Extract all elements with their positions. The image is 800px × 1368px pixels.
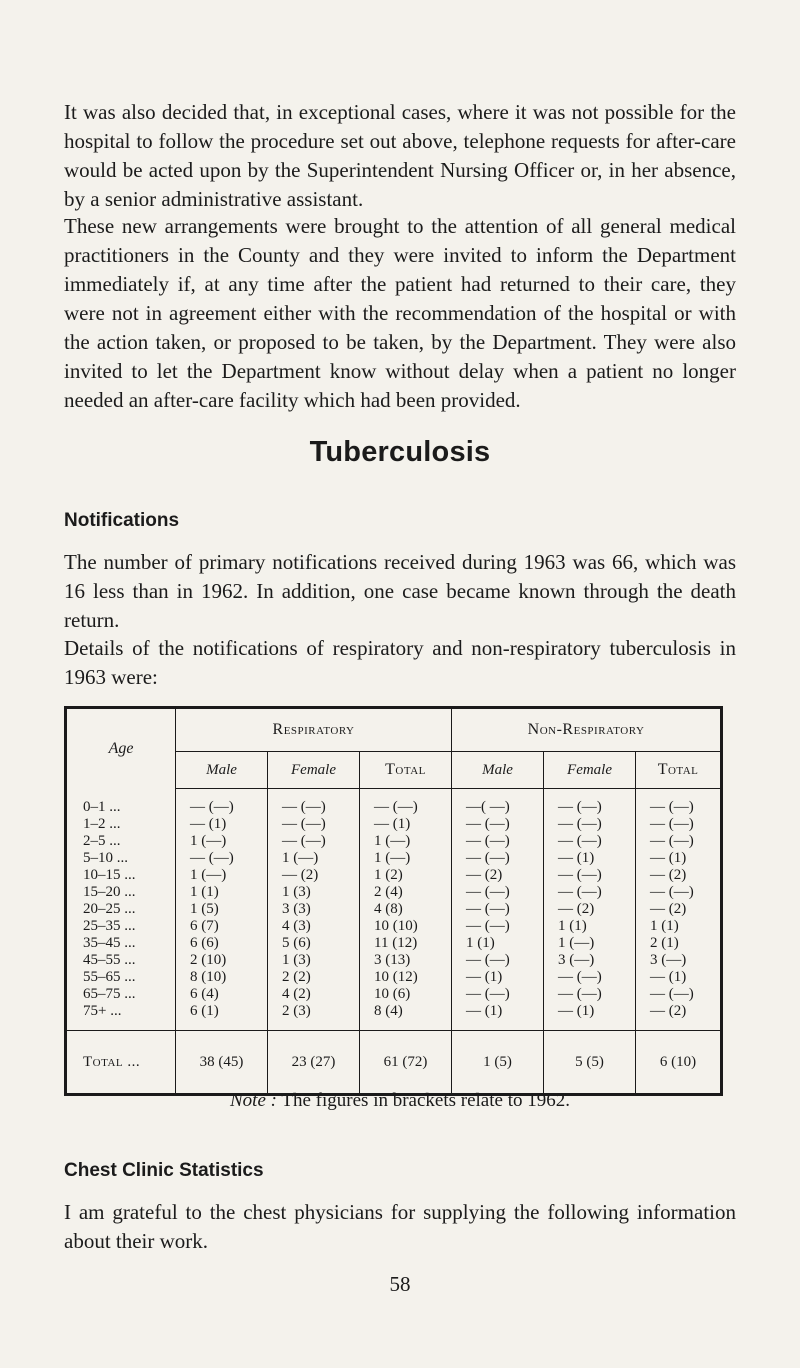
resp-male-total-cell: 38 (45) [176, 1031, 268, 1095]
section-title-tuberculosis: Tuberculosis [309, 436, 491, 468]
resp-male-cell: 1 (1) [176, 884, 268, 901]
nonresp-male-cell: — (—) [452, 986, 544, 1003]
column-header-respiratory-total: Total [360, 752, 452, 789]
resp-male-cell: 2 (10) [176, 952, 268, 969]
nonresp-total-cell: — (1) [636, 850, 722, 867]
table-total-row [66, 1031, 722, 1095]
nonresp-male-cell: — (2) [452, 867, 544, 884]
nonresp-female-cell: — (—) [544, 986, 636, 1003]
resp-female-total-cell: 23 (27) [268, 1031, 360, 1095]
nonresp-male-cell: — (—) [452, 816, 544, 833]
resp-total-total-cell: 61 (72) [360, 1031, 452, 1095]
resp-total-cell: 10 (6) [360, 986, 452, 1003]
nonresp-male-total-cell: 1 (5) [452, 1031, 544, 1095]
resp-male-cell: 1 (—) [176, 833, 268, 850]
resp-female-cell: 2 (3) [268, 1003, 360, 1031]
group-header-non-respiratory: Non-Respiratory [452, 708, 722, 752]
resp-male-cell: 8 (10) [176, 969, 268, 986]
resp-female-cell: 5 (6) [268, 935, 360, 952]
age-cell: 55–65 ... [66, 969, 176, 986]
table-row [66, 918, 722, 935]
subheading-chest-clinic-statistics: Chest Clinic Statistics [64, 1160, 264, 1181]
column-header-non-respiratory-total: Total [636, 752, 722, 789]
age-cell: 75+ ... [66, 1003, 176, 1031]
nonresp-male-cell: — (—) [452, 918, 544, 935]
nonresp-female-cell: — (—) [544, 969, 636, 986]
resp-total-cell: 1 (—) [360, 833, 452, 850]
nonresp-total-total-cell: 6 (10) [636, 1031, 722, 1095]
tuberculosis-notifications-table [64, 706, 723, 1096]
table-row [66, 935, 722, 952]
resp-female-cell: 4 (2) [268, 986, 360, 1003]
nonresp-female-cell: — (—) [544, 789, 636, 817]
resp-female-cell: 3 (3) [268, 901, 360, 918]
nonresp-male-cell: — (—) [452, 901, 544, 918]
table-note [0, 1090, 800, 1112]
age-cell: 0–1 ... [66, 789, 176, 817]
table-row [66, 867, 722, 884]
age-cell: 35–45 ... [66, 935, 176, 952]
paragraph-primary-notifications: The number of primary notifications received during 1963 was 66, which was 16 less than in 1962. In addition, one case became known through the death return. [64, 550, 736, 632]
nonresp-total-cell: 3 (—) [636, 952, 722, 969]
resp-total-cell: 8 (4) [360, 1003, 452, 1031]
nonresp-female-cell: 1 (—) [544, 935, 636, 952]
resp-female-cell: 4 (3) [268, 918, 360, 935]
nonresp-female-cell: — (2) [544, 901, 636, 918]
resp-total-cell: 3 (13) [360, 952, 452, 969]
age-cell: 5–10 ... [66, 850, 176, 867]
nonresp-female-total-cell: 5 (5) [544, 1031, 636, 1095]
nonresp-female-cell: — (1) [544, 1003, 636, 1031]
resp-female-cell: — (—) [268, 789, 360, 817]
resp-total-cell: 1 (—) [360, 850, 452, 867]
table-row [66, 952, 722, 969]
resp-female-cell: 1 (3) [268, 952, 360, 969]
paragraph-after-care-telephone: It was also decided that, in exceptional cases, where it was not possible for the hospital to follow the procedure set out above, telephone requests for after-care would be acted upon by the Superintendent Nursing Officer or, in her absence, by a senior administrative assistant. [64, 100, 736, 211]
subheading-notifications: Notifications [64, 510, 180, 531]
nonresp-female-cell: 3 (—) [544, 952, 636, 969]
resp-total-cell: 4 (8) [360, 901, 452, 918]
paragraph-chest-physicians: I am grateful to the chest physicians for supplying the following information about their work. [64, 1200, 736, 1253]
resp-total-cell: 2 (4) [360, 884, 452, 901]
table-row [66, 789, 722, 817]
nonresp-female-cell: — (—) [544, 867, 636, 884]
age-cell: 15–20 ... [66, 884, 176, 901]
table-row [66, 816, 722, 833]
column-header-respiratory-female: Female [268, 752, 360, 789]
resp-female-cell: — (—) [268, 816, 360, 833]
resp-male-cell: 6 (1) [176, 1003, 268, 1031]
resp-total-cell: 10 (10) [360, 918, 452, 935]
table-row [66, 986, 722, 1003]
nonresp-female-cell: — (1) [544, 850, 636, 867]
resp-male-cell: 6 (4) [176, 986, 268, 1003]
nonresp-male-cell: —( —) [452, 789, 544, 817]
resp-female-cell: — (2) [268, 867, 360, 884]
total-label-cell: Total ... [66, 1031, 176, 1095]
resp-male-cell: 6 (6) [176, 935, 268, 952]
column-header-age: Age [66, 708, 176, 789]
age-cell: 25–35 ... [66, 918, 176, 935]
resp-male-cell: 1 (—) [176, 867, 268, 884]
nonresp-female-cell: 1 (1) [544, 918, 636, 935]
resp-total-cell: — (1) [360, 816, 452, 833]
nonresp-female-cell: — (—) [544, 816, 636, 833]
table-row [66, 1003, 722, 1031]
nonresp-male-cell: — (1) [452, 969, 544, 986]
resp-total-cell: 1 (2) [360, 867, 452, 884]
table-row [66, 901, 722, 918]
age-cell: 1–2 ... [66, 816, 176, 833]
nonresp-total-cell: — (1) [636, 969, 722, 986]
nonresp-female-cell: — (—) [544, 884, 636, 901]
resp-male-cell: — (—) [176, 850, 268, 867]
resp-male-cell: 6 (7) [176, 918, 268, 935]
nonresp-total-cell: — (—) [636, 884, 722, 901]
nonresp-total-cell: — (2) [636, 867, 722, 884]
nonresp-male-cell: — (—) [452, 833, 544, 850]
paragraph-details-intro: Details of the notifications of respiratory and non-respiratory tuberculosis in 1963 were: [64, 636, 736, 689]
column-header-respiratory-male: Male [176, 752, 268, 789]
resp-female-cell: — (—) [268, 833, 360, 850]
column-header-non-respiratory-female: Female [544, 752, 636, 789]
nonresp-male-cell: — (1) [452, 1003, 544, 1031]
nonresp-male-cell: — (—) [452, 952, 544, 969]
age-cell: 2–5 ... [66, 833, 176, 850]
table-row [66, 833, 722, 850]
note-label: Note : [230, 1090, 277, 1111]
nonresp-total-cell: 2 (1) [636, 935, 722, 952]
nonresp-male-cell: 1 (1) [452, 935, 544, 952]
nonresp-male-cell: — (—) [452, 850, 544, 867]
nonresp-total-cell: — (—) [636, 789, 722, 817]
nonresp-total-cell: — (—) [636, 816, 722, 833]
nonresp-total-cell: 1 (1) [636, 918, 722, 935]
nonresp-male-cell: — (—) [452, 884, 544, 901]
age-cell: 20–25 ... [66, 901, 176, 918]
paragraph-new-arrangements: These new arrangements were brought to the attention of all general medical practitioners in the County and they were invited to inform the Department immediately if, at any time after the patient had returned to their care, they were not in agreement either with the recommendation of the hospital or with the action taken, or proposed to be taken, by the Department. They were also invited to let the Department know without delay when a patient no longer needed an after-care facility which had been provided. [64, 214, 736, 412]
page-number: 58 [389, 1272, 411, 1296]
nonresp-total-cell: — (—) [636, 833, 722, 850]
nonresp-total-cell: — (2) [636, 1003, 722, 1031]
resp-total-cell: 10 (12) [360, 969, 452, 986]
age-cell: 45–55 ... [66, 952, 176, 969]
resp-male-cell: — (—) [176, 789, 268, 817]
resp-male-cell: — (1) [176, 816, 268, 833]
table-row [66, 884, 722, 901]
nonresp-total-cell: — (2) [636, 901, 722, 918]
age-cell: 10–15 ... [66, 867, 176, 884]
column-header-non-respiratory-male: Male [452, 752, 544, 789]
resp-female-cell: 1 (—) [268, 850, 360, 867]
resp-total-cell: 11 (12) [360, 935, 452, 952]
note-text: The figures in brackets relate to 1962. [281, 1090, 570, 1111]
nonresp-total-cell: — (—) [636, 986, 722, 1003]
resp-male-cell: 1 (5) [176, 901, 268, 918]
resp-female-cell: 1 (3) [268, 884, 360, 901]
resp-total-cell: — (—) [360, 789, 452, 817]
group-header-respiratory: Respiratory [176, 708, 452, 752]
table-row [66, 969, 722, 986]
resp-female-cell: 2 (2) [268, 969, 360, 986]
nonresp-female-cell: — (—) [544, 833, 636, 850]
table-row [66, 850, 722, 867]
age-cell: 65–75 ... [66, 986, 176, 1003]
